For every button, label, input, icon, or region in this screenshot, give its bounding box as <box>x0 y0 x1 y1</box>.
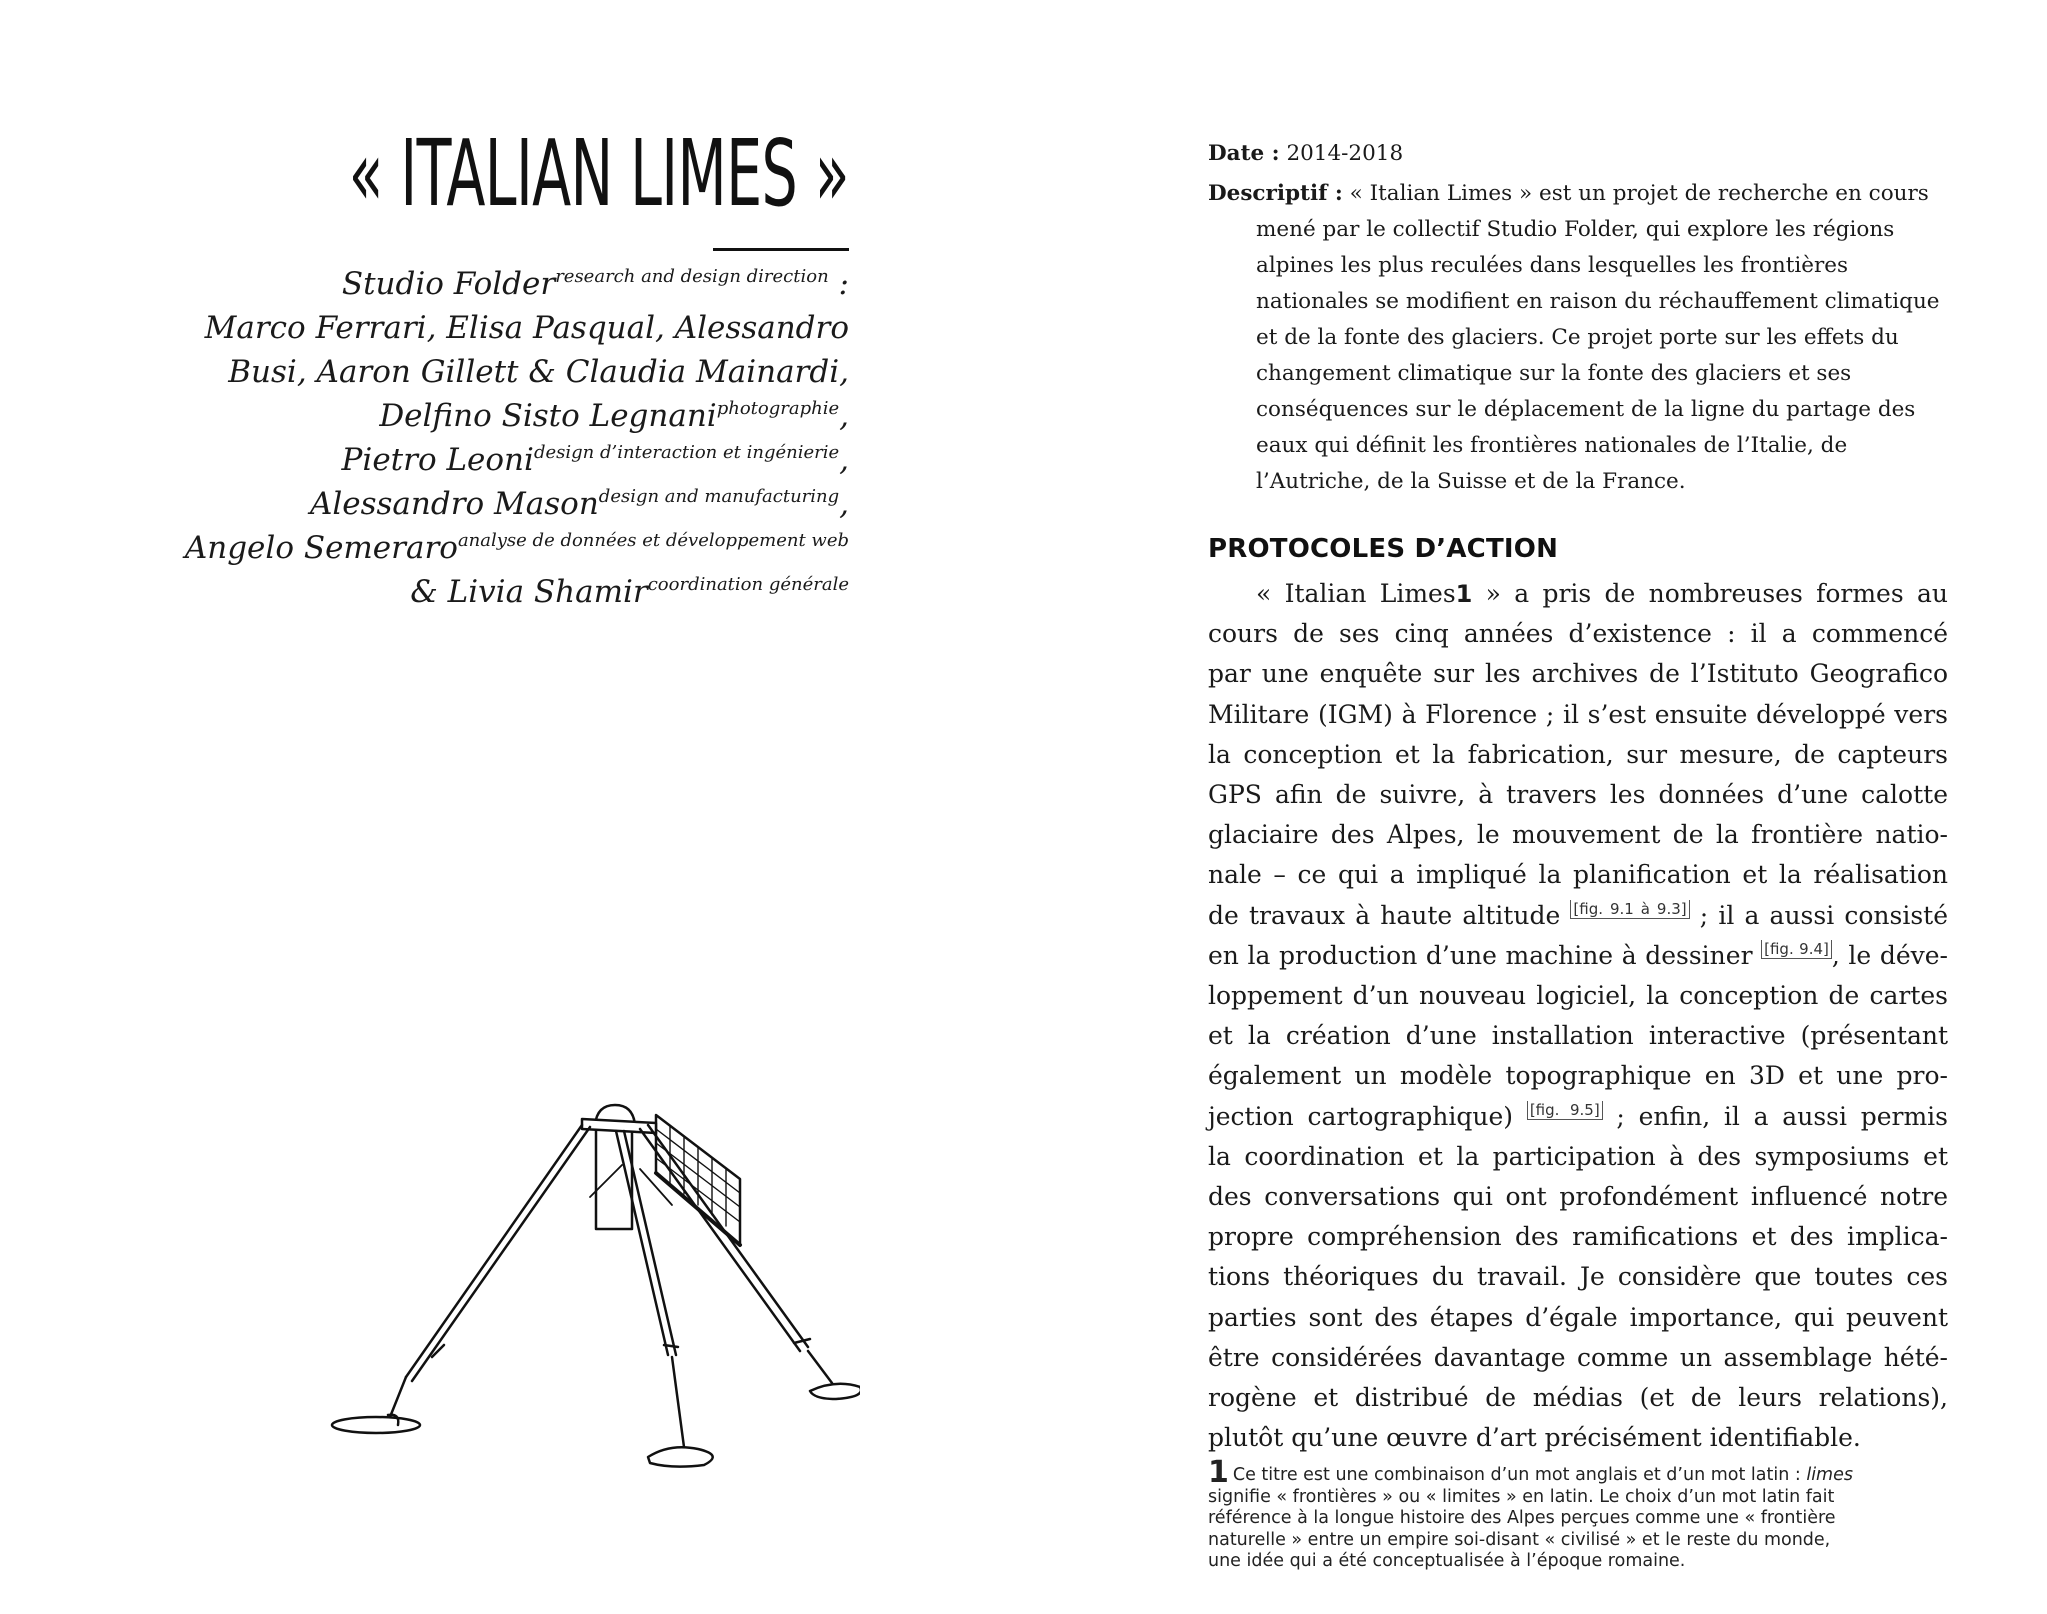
credit-name: Studio Folder <box>341 266 556 302</box>
figure-reference[interactable]: [fig. 9.4] <box>1761 940 1832 959</box>
body-line: plutôt qu’une œuvre d’art précisément identifiable. <box>1208 1423 1861 1453</box>
credit-line <box>89 570 849 614</box>
body-line: GPS afin de suivre, à travers les données d’une calotte <box>1208 780 1948 810</box>
footnote-number: 1 <box>1208 1455 1229 1490</box>
footnote-italic-word: limes <box>1806 1465 1853 1485</box>
figure-reference[interactable]: [fig. 9.5] <box>1527 1101 1603 1120</box>
credit-line: Busi, Aaron Gillett & Claudia Mainardi, <box>228 354 849 390</box>
date-row <box>1208 136 1948 172</box>
descriptif-row <box>1208 176 1948 500</box>
footnote <box>1208 1455 1948 1573</box>
credit-role: photographie <box>716 398 840 419</box>
date-value: 2014-2018 <box>1286 141 1404 166</box>
credit-suffix: , <box>839 398 849 434</box>
page-title: « ITALIAN LIMES » <box>348 120 849 227</box>
credits-block <box>89 262 849 614</box>
credit-line: Marco Ferrari, Elisa Pasqual, Alessandro <box>204 310 849 346</box>
body-text-span: , le déve- <box>1831 940 1948 970</box>
body-line <box>1208 896 1948 936</box>
body-line <box>1208 936 1948 976</box>
credit-line <box>89 482 849 526</box>
credit-role: coordination générale <box>647 574 849 595</box>
body-text <box>1208 574 1948 1458</box>
body-text-span: ; enfin, il a aussi permis <box>1602 1101 1948 1131</box>
descriptif-text: « Italian Limes » est un projet de recherche en cours mené par le collectif Studio Folder, qui explore les régions alpines les plus reculées dans lesquelles les frontières nationales se modifient en raison du réchauffement climatique et de la fonte des glaciers. Ce projet porte sur les effets du changement climatique sur la fonte des glaciers et ses conséquences sur le déplacement de la ligne du partage des eaux qui définit les frontières nationales de l’Italie, de l’Autriche, de la Suisse et de la France. <box>1256 181 1940 494</box>
body-line: des conversations qui ont profondément influencé notre <box>1208 1182 1948 1212</box>
credit-role: analyse de données et développement web <box>457 530 849 551</box>
body-line: glaciaire des Alpes, le mouvement de la frontière natio- <box>1208 820 1948 850</box>
body-line: rogène et distribué de médias (et de leurs relations), <box>1208 1383 1948 1413</box>
footnote-text: Ce titre est une combinaison d’un mot anglais et d’un mot latin : <box>1232 1465 1807 1485</box>
credit-suffix: : <box>828 266 849 302</box>
body-line: nale – ce qui a impliqué la planification et la réalisation <box>1208 860 1948 890</box>
body-line: tions théoriques du travail. Je considère que toutes ces <box>1208 1262 1948 1292</box>
body-line: parties sont des étapes d’égale importance, qui peuvent <box>1208 1302 1948 1332</box>
footnote-line: une idée qui a été conceptualisée à l’époque romaine. <box>1208 1551 1686 1571</box>
body-text-span: de travaux à haute altitude <box>1208 900 1561 930</box>
body-line: la coordination et la participation à des symposiums et <box>1208 1141 1948 1171</box>
body-line: également un modèle topographique en 3D et une pro- <box>1208 1061 1948 1091</box>
credit-name: Pietro Leoni <box>341 442 534 478</box>
date-label: Date : <box>1208 141 1280 166</box>
credit-name: Delfino Sisto Legnani <box>379 398 717 434</box>
right-page <box>1023 0 2047 1614</box>
body-line <box>1208 1097 1948 1137</box>
body-text-span: « Italian Limes <box>1256 579 1456 608</box>
body-text-span: » a pris de nombreuses formes au <box>1472 579 1948 608</box>
body-line: et la création d’une installation interactive (présentant <box>1208 1021 1948 1051</box>
body-line: Militare (IGM) à Florence ; il s’est ensuite développé vers <box>1208 699 1948 729</box>
body-line: loppement d’un nouveau logiciel, la conception de cartes <box>1208 981 1948 1011</box>
credit-line <box>89 438 849 482</box>
credit-role: research and design direction <box>555 266 829 287</box>
credit-line <box>89 262 849 306</box>
body-line: être considérées davantage comme un assemblage hété- <box>1208 1342 1948 1372</box>
body-line: la conception et la fabrication, sur mesure, de capteurs <box>1208 739 1948 769</box>
body-text-span: en la production d’une machine à dessiner <box>1208 940 1753 970</box>
descriptif-label: Descriptif : <box>1208 181 1343 206</box>
gps-sensor-tripod-illustration <box>320 1095 860 1495</box>
credit-suffix: , <box>839 486 849 522</box>
footnote-line <box>1208 1455 1948 1490</box>
section-heading: PROTOCOLES D’ACTION <box>1208 534 1559 564</box>
project-meta <box>1208 136 1948 500</box>
title-rule <box>713 248 849 251</box>
body-line: par une enquête sur les archives de l’Istituto Geografico <box>1208 659 1948 689</box>
credit-name: & Livia Shamir <box>410 574 648 610</box>
footnote-line: signifie « frontières » ou « limites » en latin. Le choix d’un mot latin fait <box>1208 1486 1835 1507</box>
credit-line <box>89 394 849 438</box>
footnote-line: référence à la longue histoire des Alpes perçues comme une « frontière <box>1208 1508 1836 1528</box>
credit-line <box>89 526 849 570</box>
footnote-line: naturelle » entre un empire soi-disant « civilisé » et le reste du monde, <box>1208 1529 1831 1550</box>
figure-reference[interactable]: [fig. 9.1 à 9.3] <box>1570 900 1689 919</box>
credit-name: Angelo Semeraro <box>184 530 458 566</box>
credit-suffix: , <box>839 442 849 478</box>
body-line: cours de ses cinq années d’existence : il a commencé <box>1208 619 1948 649</box>
body-text-span: jection cartographique) <box>1208 1101 1514 1131</box>
footnote-mark[interactable]: 1 <box>1455 580 1473 608</box>
credit-name: Alessandro Mason <box>309 486 599 522</box>
left-page <box>0 0 1023 1614</box>
body-line <box>1208 574 1948 614</box>
body-text-span: ; il a aussi consisté <box>1689 900 1948 930</box>
body-line: propre compréhension des ramifications et des implica- <box>1208 1222 1948 1252</box>
credit-role: design d’interaction et ingénierie <box>533 442 840 463</box>
credit-role: design and manufacturing <box>598 486 840 507</box>
